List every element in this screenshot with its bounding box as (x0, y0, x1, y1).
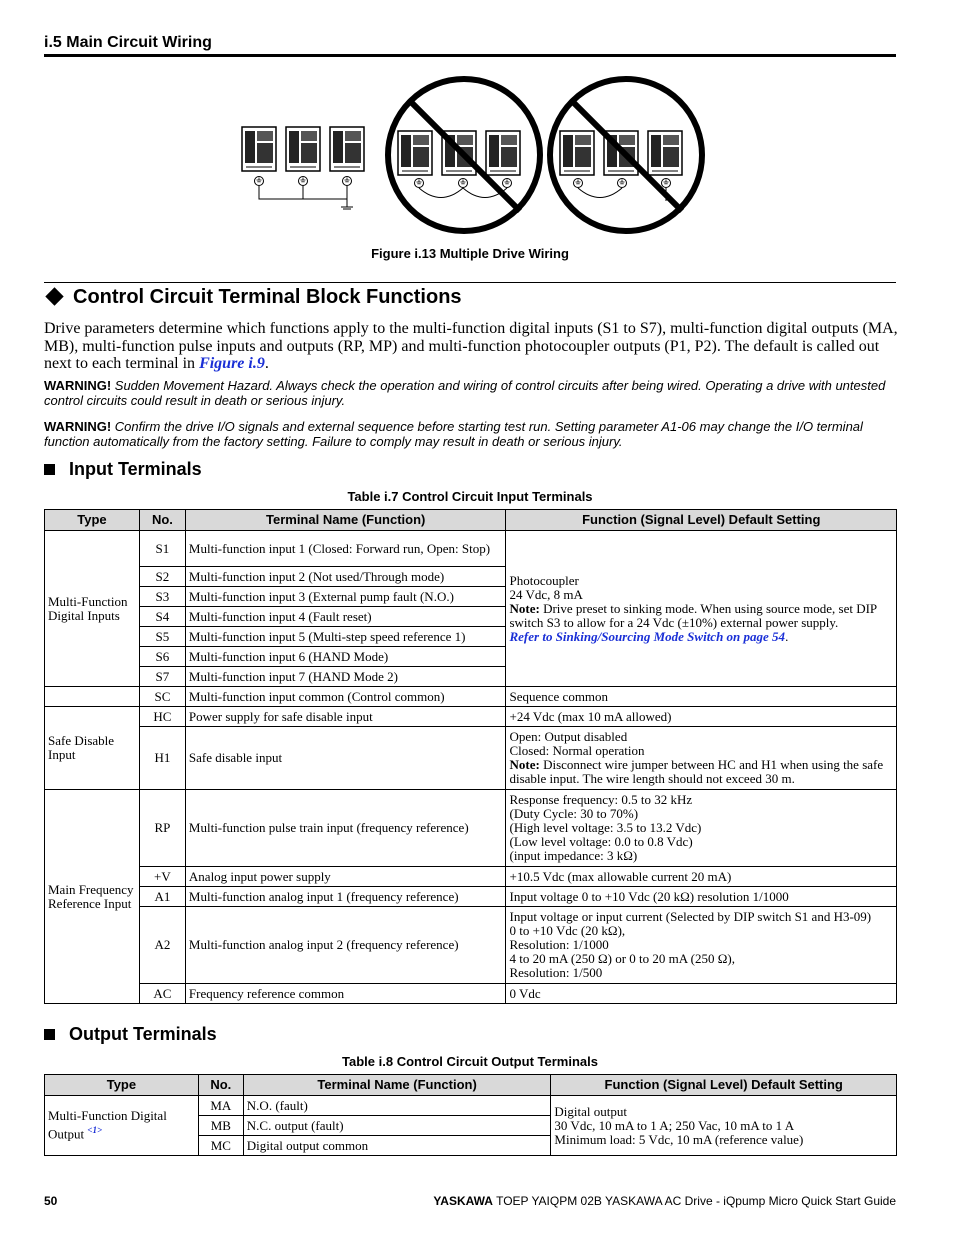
terminal-name: N.O. (fault) (243, 1096, 551, 1116)
function-cell: +24 Vdc (max 10 mA allowed) (506, 707, 897, 727)
warning-2 (44, 419, 900, 449)
func-line: (input impedance: 3 kΩ) (509, 848, 638, 863)
terminal-name: Multi-function pulse train input (frequency reference) (185, 790, 506, 867)
output-terminals-table (44, 1074, 897, 1156)
function-cell (506, 727, 897, 790)
footer-guide-title (433, 1194, 896, 1208)
function-cell (506, 790, 897, 867)
correct-wiring-group (242, 127, 364, 209)
type-cell: Safe Disable Input (45, 707, 140, 790)
column-header: Type (45, 510, 140, 531)
square-bullet-icon (44, 464, 55, 475)
terminal-no: S2 (139, 567, 185, 587)
func-line: (Low level voltage: 0.0 to 0.8 Vdc) (509, 834, 693, 849)
input-terminals-table (44, 509, 897, 1004)
function-cell (506, 907, 897, 984)
func-note (509, 758, 893, 786)
column-header: No. (198, 1075, 243, 1096)
column-header: Function (Signal Level) Default Setting (506, 510, 897, 531)
func-line: (Duty Cycle: 30 to 70%) (509, 806, 639, 821)
square-bullet-icon (44, 1029, 55, 1040)
table-row (45, 907, 897, 984)
terminal-name: Multi-function input 7 (HAND Mode 2) (185, 667, 506, 687)
terminal-no: +V (139, 867, 185, 887)
diamond-icon (45, 288, 63, 306)
table-i7-caption: Table i.7 Control Circuit Input Terminals (347, 489, 593, 504)
terminal-name: N.C. output (fault) (243, 1116, 551, 1136)
note-label: Note: (509, 600, 540, 616)
func-line: Closed: Normal operation (509, 743, 645, 758)
table-row (45, 1096, 897, 1116)
table-row (45, 531, 897, 567)
terminal-name: Multi-function input 5 (Multi-step speed reference 1) (185, 627, 506, 647)
table-header-row (45, 1075, 897, 1096)
column-header: Type (45, 1075, 199, 1096)
table-row (45, 867, 897, 887)
table-row (45, 687, 897, 707)
terminal-name: Frequency reference common (185, 984, 506, 1004)
link-end: . (785, 628, 789, 644)
type-cell: Main Frequency Reference Input (45, 790, 140, 1004)
warning-label: WARNING! (44, 419, 112, 434)
terminal-name: Multi-function analog input 1 (frequency reference) (185, 887, 506, 907)
type-cell (45, 1096, 199, 1156)
terminal-name: Digital output common (243, 1136, 551, 1156)
warning-text: Sudden Movement Hazard. Always check the operation and wiring of control circuits after being wired. Operating a drive with untested control circuits could result in death or serious injury. (44, 378, 886, 408)
function-cell (506, 531, 897, 687)
section-heading (44, 286, 462, 309)
func-note (509, 602, 893, 630)
terminal-name: Multi-function input 1 (Closed: Forward run, Open: Stop) (185, 531, 506, 567)
type-text: Multi-Function Digital Output (48, 1108, 167, 1142)
figure-caption: Figure i.13 Multiple Drive Wiring (371, 246, 569, 261)
incorrect-wiring-group-2 (550, 79, 702, 231)
table-row (45, 727, 897, 790)
func-line: 0 to +10 Vdc (20 kΩ), (509, 923, 626, 938)
function-cell: Input voltage 0 to +10 Vdc (20 kΩ) resolution 1/1000 (506, 887, 897, 907)
header-rule (44, 54, 896, 57)
terminal-no: A2 (139, 907, 185, 984)
table-row (45, 790, 897, 867)
table-row (45, 707, 897, 727)
terminal-name: Multi-function input 3 (External pump fault (N.O.) (185, 587, 506, 607)
column-header: Function (Signal Level) Default Setting (551, 1075, 897, 1096)
func-line: Resolution: 1/1000 (509, 937, 609, 952)
terminal-name: Multi-function analog input 2 (frequency reference) (185, 907, 506, 984)
terminal-no: RP (139, 790, 185, 867)
guide-title: TOEP YAIQPM 02B YASKAWA AC Drive - iQpump Micro Quick Start Guide (492, 1194, 896, 1208)
table-i8-caption: Table i.8 Control Circuit Output Terminals (342, 1054, 598, 1069)
terminal-no: MC (198, 1136, 243, 1156)
terminal-no: MB (198, 1116, 243, 1136)
terminal-no: S6 (139, 647, 185, 667)
table-header-row (45, 510, 897, 531)
output-terminals-heading (44, 1024, 217, 1045)
terminal-no: AC (139, 984, 185, 1004)
intro-text: Drive parameters determine which functions apply to the multi-function digital inputs (S1 to S7), multi-function digital outputs (MA, MB), multi-function pulse inputs and outputs (RP, MP) and multi-function photocoupler outputs (P1, P2). The default is called out next to each terminal in (44, 320, 898, 372)
func-line: Resolution: 1/500 (509, 965, 603, 980)
column-header: No. (139, 510, 185, 531)
func-line: 30 Vdc, 10 mA to 1 A; 250 Vac, 10 mA to 1 A (554, 1117, 795, 1133)
terminal-no: S7 (139, 667, 185, 687)
page-number: 50 (44, 1194, 58, 1208)
type-cell: Multi-Function Digital Inputs (45, 531, 140, 687)
terminal-no: S4 (139, 607, 185, 627)
func-line: Input voltage or input current (Selected by DIP switch S1 and H3-09) (509, 909, 872, 924)
input-terminals-heading-text: Input Terminals (69, 459, 202, 479)
sinking-sourcing-link[interactable]: Refer to Sinking/Sourcing Mode Switch on page 54 (509, 628, 786, 644)
note-label: Note: (509, 757, 540, 772)
func-line: Digital output (554, 1103, 628, 1119)
terminal-name: Multi-function input 4 (Fault reset) (185, 607, 506, 627)
incorrect-wiring-group-1 (388, 79, 540, 231)
note-text: Disconnect wire jumper between HC and H1 when using the safe disable input. The wire length should not exceed 30 m. (509, 757, 884, 786)
terminal-no: HC (139, 707, 185, 727)
terminal-no: SC (139, 687, 185, 707)
func-line: 4 to 20 mA (250 Ω) or 0 to 20 mA (250 Ω), (509, 951, 735, 966)
func-line: Response frequency: 0.5 to 32 kHz (509, 792, 693, 807)
function-cell: Sequence common (506, 687, 897, 707)
input-terminals-heading (44, 459, 202, 480)
terminal-no: A1 (139, 887, 185, 907)
warning-1 (44, 378, 900, 408)
column-header: Terminal Name (Function) (185, 510, 506, 531)
table-row (45, 984, 897, 1004)
warning-text: Confirm the drive I/O signals and external sequence before starting test run. Setting parameter A1-06 may change the I/O terminal function automatically from the factory setting. Failure to comply may result in death or serious injury. (44, 419, 863, 449)
footnote-link[interactable]: <1> (87, 1125, 103, 1136)
page-section-title: i.5 Main Circuit Wiring (44, 34, 212, 51)
terminal-name: Multi-function input common (Control common) (185, 687, 506, 707)
note-text: Drive preset to sinking mode. When using source mode, set DIP switch S3 to allow for a 24 Vdc (±10%) external power supply. (509, 600, 877, 630)
func-line: Photocoupler (509, 572, 579, 588)
func-line: 24 Vdc, 8 mA (509, 586, 583, 602)
terminal-name: Safe disable input (185, 727, 506, 790)
type-cell-empty (45, 687, 140, 707)
brand-name: YASKAWA (433, 1194, 493, 1208)
section-heading-text: Control Circuit Terminal Block Functions (73, 286, 462, 308)
terminal-no: MA (198, 1096, 243, 1116)
intro-end: . (264, 355, 269, 372)
terminal-name: Analog input power supply (185, 867, 506, 887)
func-line: Minimum load: 5 Vdc, 10 mA (reference value) (554, 1131, 804, 1147)
func-line: Open: Output disabled (509, 729, 628, 744)
terminal-no: S5 (139, 627, 185, 647)
multiple-drive-wiring-figure (230, 75, 710, 235)
function-cell: 0 Vdc (506, 984, 897, 1004)
terminal-name: Power supply for safe disable input (185, 707, 506, 727)
table-row (45, 887, 897, 907)
terminal-name: Multi-function input 6 (HAND Mode) (185, 647, 506, 667)
function-cell: +10.5 Vdc (max allowable current 20 mA) (506, 867, 897, 887)
terminal-name: Multi-function input 2 (Not used/Through mode) (185, 567, 506, 587)
function-cell (551, 1096, 897, 1156)
func-line: (High level voltage: 3.5 to 13.2 Vdc) (509, 820, 702, 835)
output-terminals-heading-text: Output Terminals (69, 1024, 217, 1044)
terminal-no: S3 (139, 587, 185, 607)
warning-label: WARNING! (44, 378, 112, 393)
terminal-no: H1 (139, 727, 185, 790)
figure-link[interactable]: Figure i.9 (199, 355, 265, 372)
column-header: Terminal Name (Function) (243, 1075, 551, 1096)
intro-paragraph (44, 320, 900, 373)
section-rule (44, 282, 896, 283)
func-ref (509, 630, 893, 644)
terminal-no: S1 (139, 531, 185, 567)
